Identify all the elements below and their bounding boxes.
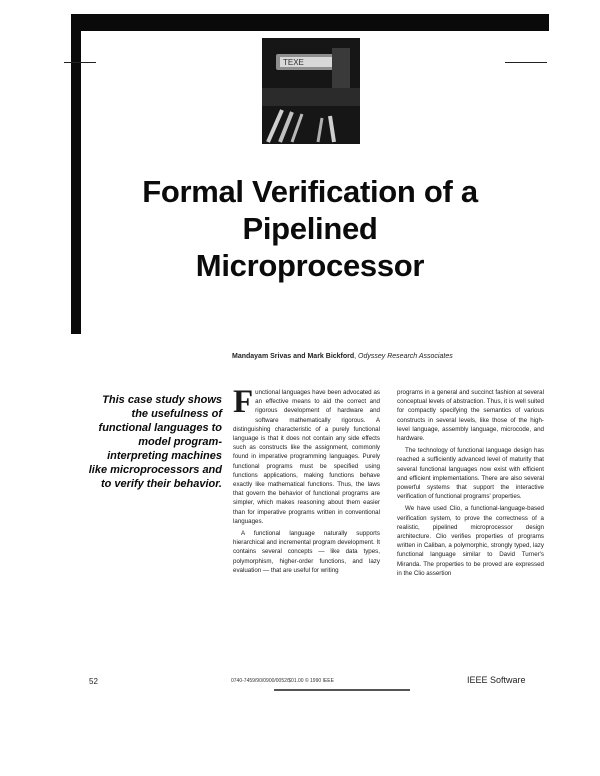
header-rule-right bbox=[505, 62, 547, 63]
chip-photo bbox=[262, 38, 360, 144]
drop-cap: F bbox=[233, 384, 254, 420]
paragraph: The technology of functional language design has reached a sufficiently advanced level of maturity that several functional languages now exist with efficient and efficient implementations. There are also several powerful systems that support the interactive verification of functional programs' properties. bbox=[397, 447, 544, 501]
article-title bbox=[80, 173, 540, 284]
chip-illustration bbox=[262, 38, 360, 144]
body-column-1 bbox=[233, 384, 380, 578]
title-line: Formal Verification of a bbox=[142, 174, 478, 209]
paragraph-text: unctional languages have been advocated as an effective means to aid the correct and rigorous development of hardware and software mathematically rigorous. A distinguishing characteristic of a purely functional language is that it does not contain any side effects such as constructs like the assignment, commonly found in imperative programming languages. Purely functional programs must be specified using functions applications, making functions behave exactly like mathematical functions. Thus, the laws that govern the behavior of functional programs are simpler, which makes reasoning about them easier than for imperative programs written in conventional languages. bbox=[233, 389, 380, 525]
body-column-2 bbox=[397, 388, 544, 581]
title-line: Microprocessor bbox=[195, 248, 425, 283]
paragraph bbox=[233, 384, 380, 526]
header-rule-left bbox=[64, 62, 96, 63]
page-number: 52 bbox=[89, 677, 98, 686]
paragraph: A functional language naturally supports hierarchical and incremental program development. It contains several concepts — like data types, polymorphism, higher-order functions, and lazy evaluation — that are useful for writing bbox=[233, 530, 380, 574]
journal-name: IEEE Software bbox=[467, 675, 526, 685]
author-names: Mandayam Srivas and Mark Bickford bbox=[232, 353, 355, 360]
copyright-line: 0740-7459/90/0900/0052/$01.00 © 1990 IEEE bbox=[231, 678, 334, 684]
pull-quote: This case study shows the usefulness of functional languages to model program-interpreting machines like microprocessors and to verify their behavior. bbox=[88, 394, 222, 490]
svg-text:TEXE: TEXE bbox=[283, 58, 304, 67]
paragraph: programs in a general and succinct fashion at several conceptual levels of abstraction. Thus, it is well suited for compactly specifying the semantics of various constructs in several levels, like those of the high-level language, assembly language, microcode, and hardware. bbox=[397, 389, 544, 443]
author-affiliation: Odyssey Research Associates bbox=[358, 353, 453, 360]
header-band bbox=[71, 14, 549, 31]
footer-rule bbox=[274, 689, 410, 691]
paragraph: We have used Clio, a functional-language-based verification system, to prove the correctness of a realistic, pipelined microprocessor design architecture. Clio verifies properties of programs written in Caliban, a polymorphic, strongly typed, lazy functional language similar to David Turner's Miranda. The properties to be proved are expressed in the Clio assertion bbox=[397, 505, 544, 577]
byline: Mandayam Srivas and Mark Bickford, Odyssey Research Associates bbox=[232, 353, 453, 360]
title-line: Pipelined bbox=[242, 211, 378, 246]
